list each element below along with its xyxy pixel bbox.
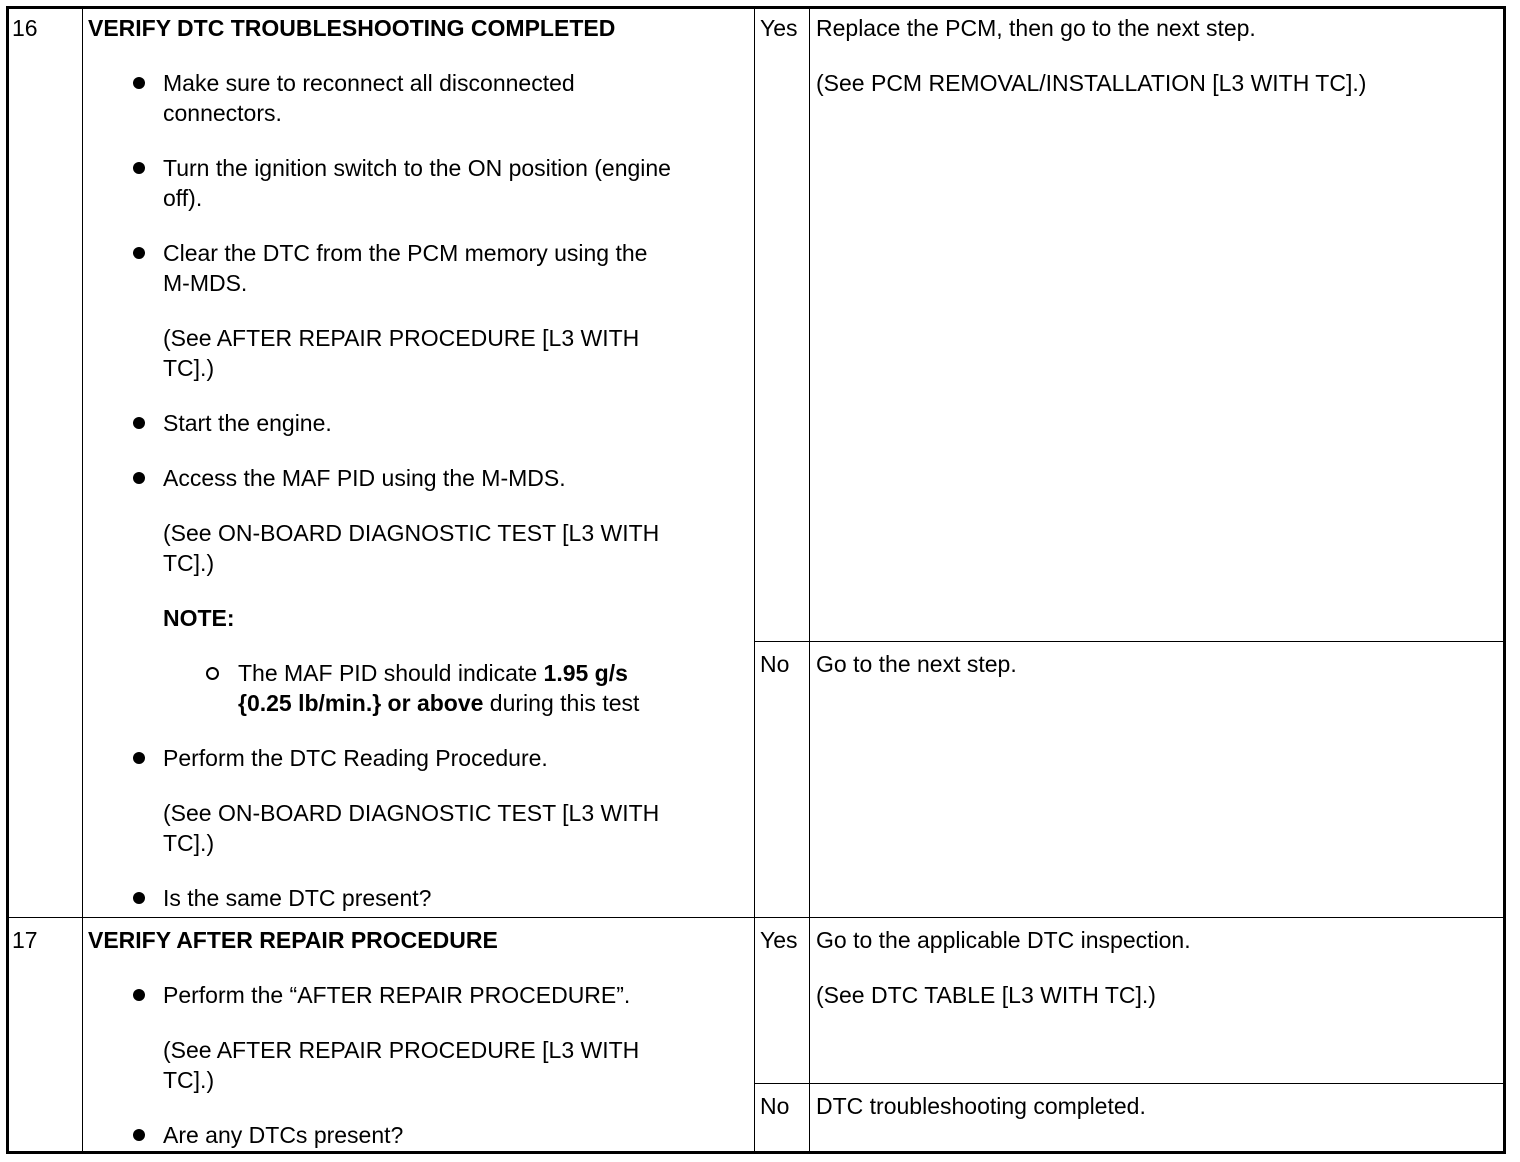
reference-text: TC].) [163,1067,215,1093]
sub-bullet-icon [206,667,219,680]
yes-action-text: Replace the PCM, then go to the next step. [816,15,1256,41]
question-text: Are any DTCs present? [163,1122,404,1148]
instruction-text: Start the engine. [163,410,332,436]
row-divider-16-no [754,641,1506,642]
row-divider-17-no [754,1083,1506,1084]
bullet-icon [133,1129,145,1141]
reference-text: (See ON-BOARD DIAGNOSTIC TEST [L3 WITH [163,520,660,546]
instruction-text: Turn the ignition switch to the ON position (engine [163,155,671,181]
instruction-text: Clear the DTC from the PCM memory using the [163,240,648,266]
reference-text: (See AFTER REPAIR PROCEDURE [L3 WITH [163,325,640,351]
column-divider-action [809,8,810,1154]
instruction-text: off). [163,185,203,211]
no-action-text: DTC troubleshooting completed. [816,1093,1146,1119]
instruction-text: Perform the “AFTER REPAIR PROCEDURE”. [163,982,631,1008]
no-action-text: Go to the next step. [816,651,1017,677]
instruction-text: Perform the DTC Reading Procedure. [163,745,548,771]
yes-reference-text: (See PCM REMOVAL/INSTALLATION [L3 WITH TC].) [816,70,1367,96]
note-label: NOTE: [163,605,235,631]
instruction-text: M-MDS. [163,270,248,296]
bullet-icon [133,77,145,89]
reference-text: (See AFTER REPAIR PROCEDURE [L3 WITH [163,1037,640,1063]
step-title: VERIFY DTC TROUBLESHOOTING COMPLETED [88,15,616,41]
bullet-icon [133,247,145,259]
note-value: {0.25 lb/min.} or above [238,690,484,716]
answer-yes-label: Yes [760,927,798,953]
bullet-icon [133,989,145,1001]
yes-action-text: Go to the applicable DTC inspection. [816,927,1191,953]
question-text: Is the same DTC present? [163,885,432,911]
step-number: 17 [12,927,38,953]
note-text-part: during this test [483,690,640,716]
note-text-part: The MAF PID should indicate [238,660,544,686]
note-text [238,688,639,718]
instruction-text: Make sure to reconnect all disconnected [163,70,575,96]
column-divider-answer [754,8,755,1154]
bullet-icon [133,417,145,429]
instruction-text: connectors. [163,100,282,126]
reference-text: TC].) [163,830,215,856]
instruction-text: Access the MAF PID using the M-MDS. [163,465,566,491]
note-value: 1.95 g/s [543,660,628,686]
row-divider-step [6,917,1506,918]
yes-reference-text: (See DTC TABLE [L3 WITH TC].) [816,982,1156,1008]
bullet-icon [133,892,145,904]
answer-yes-label: Yes [760,15,798,41]
step-title: VERIFY AFTER REPAIR PROCEDURE [88,927,498,953]
note-text [238,658,628,688]
step-number: 16 [12,15,38,41]
bullet-icon [133,472,145,484]
bullet-icon [133,752,145,764]
reference-text: TC].) [163,550,215,576]
column-divider-step [82,8,83,1154]
answer-no-label: No [760,651,790,677]
bullet-icon [133,162,145,174]
reference-text: TC].) [163,355,215,381]
answer-no-label: No [760,1093,790,1119]
reference-text: (See ON-BOARD DIAGNOSTIC TEST [L3 WITH [163,800,660,826]
